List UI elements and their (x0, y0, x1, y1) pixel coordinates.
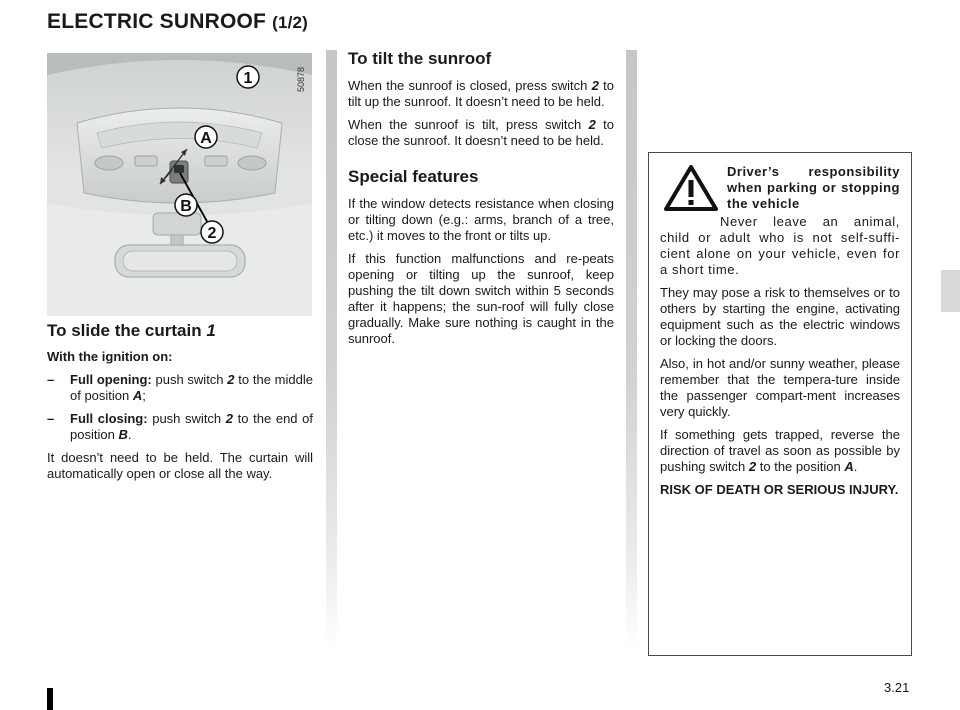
list-item (47, 411, 313, 443)
paragraph-text: If something gets trapped, reverse the direction of travel as soon as possible by pushing switch (660, 427, 900, 474)
tilt-heading: To tilt the sunroof (348, 49, 492, 68)
page-title-text: ELECTRIC SUNROOF (47, 10, 267, 33)
curtain-heading-text: To slide the curtain (47, 321, 202, 340)
special-features-heading: Special features (348, 167, 479, 186)
warning-paragraph-unattended: Never leave an animal, child or adult who is not self-suffi-cient alone on your vehicle, even for a short time. (660, 214, 900, 277)
item-end: . (127, 427, 132, 442)
callout-b-label: B (180, 198, 192, 215)
curtain-heading-number: 1 (206, 321, 216, 340)
page-number: 3.21 (884, 680, 910, 695)
switch-number: 2 (588, 117, 596, 132)
warning-body (660, 214, 900, 498)
warning-paragraph-trapped (660, 427, 900, 475)
paragraph-end: . (853, 459, 858, 474)
item-lead: Full closing: (70, 411, 148, 426)
switch-number: 2 (591, 78, 599, 93)
special-paragraph-malfunction: If this function malfunctions and re-peats opening or tilting up the sunroof, keep pushing the tilt down switch within 5 seconds after it happens; the sun-roof will fully close gradually. Make sure nothing is caught in the sunroof. (348, 251, 614, 346)
ignition-condition: With the ignition on: (47, 349, 173, 364)
tilt-paragraph-close (348, 117, 614, 149)
sunroof-switch-illustration (47, 53, 312, 316)
page-title (47, 10, 308, 34)
item-text: push switch (155, 372, 224, 387)
paragraph-text: to close the sunroof. It doesn’t need to be held. (348, 117, 614, 148)
column-divider-left (326, 50, 337, 650)
item-text: push switch (152, 411, 222, 426)
figure-reference-number: 50878 (296, 66, 306, 92)
tilt-paragraph-open (348, 78, 614, 110)
paragraph-text: When the sunroof is tilt, press switch (348, 117, 582, 132)
item-lead: Full opening: (70, 372, 152, 387)
position-letter: B (118, 427, 128, 442)
switch-number: 2 (227, 372, 235, 387)
item-text: to the end of position (70, 411, 313, 442)
special-paragraph-resistance: If the window detects resistance when closing or tilting down (e.g.: arms, branch of a tree, etc.) it moves to the front or tilts up. (348, 196, 614, 243)
callout-2-label: 2 (207, 225, 217, 242)
warning-paragraph-risk-others: They may pose a risk to themselves or to others by starting the engine, activating equipment such as the electric windows or locking the doors. (660, 285, 900, 348)
list-dash: – (47, 372, 55, 387)
warning-risk-statement: RISK OF DEATH OR SERIOUS INJURY. (660, 482, 899, 497)
switch-number: 2 (748, 459, 757, 474)
curtain-section (47, 321, 313, 482)
warning-paragraph-heat: Also, in hot and/or sunny weather, please remember that the tempera-ture inside the passenger compart-ment increases very quickly. (660, 356, 900, 419)
warning-title: Driver’s responsibility when parking or stopping the vehicle (727, 164, 900, 211)
curtain-note: It doesn’t need to be held. The curtain will automatically open or close all the way. (47, 450, 313, 481)
position-letter: A (132, 388, 143, 403)
warning-box (648, 152, 912, 656)
item-text: to the middle of position (70, 372, 313, 403)
position-letter: A (844, 459, 854, 474)
curtain-heading (47, 321, 313, 341)
corner-mark (47, 688, 53, 710)
list-dash: – (47, 411, 55, 426)
list-item (47, 372, 313, 404)
warning-triangle-icon (663, 164, 719, 212)
section-side-tab (941, 270, 960, 312)
callout-1-label: 1 (243, 70, 253, 87)
callout-a-label: A (200, 130, 212, 147)
switch-number: 2 (225, 411, 234, 426)
paragraph-text: When the sunroof is closed, press switch (348, 78, 588, 93)
paragraph-text: to tilt up the sunroof. It doesn’t need to be held. (348, 78, 614, 109)
tilt-section (348, 49, 614, 347)
paragraph-text: to the position (759, 459, 841, 474)
page-title-part: (1/2) (272, 13, 309, 32)
item-end: ; (142, 388, 146, 403)
column-divider-right (626, 50, 637, 650)
warning-header (660, 164, 900, 212)
